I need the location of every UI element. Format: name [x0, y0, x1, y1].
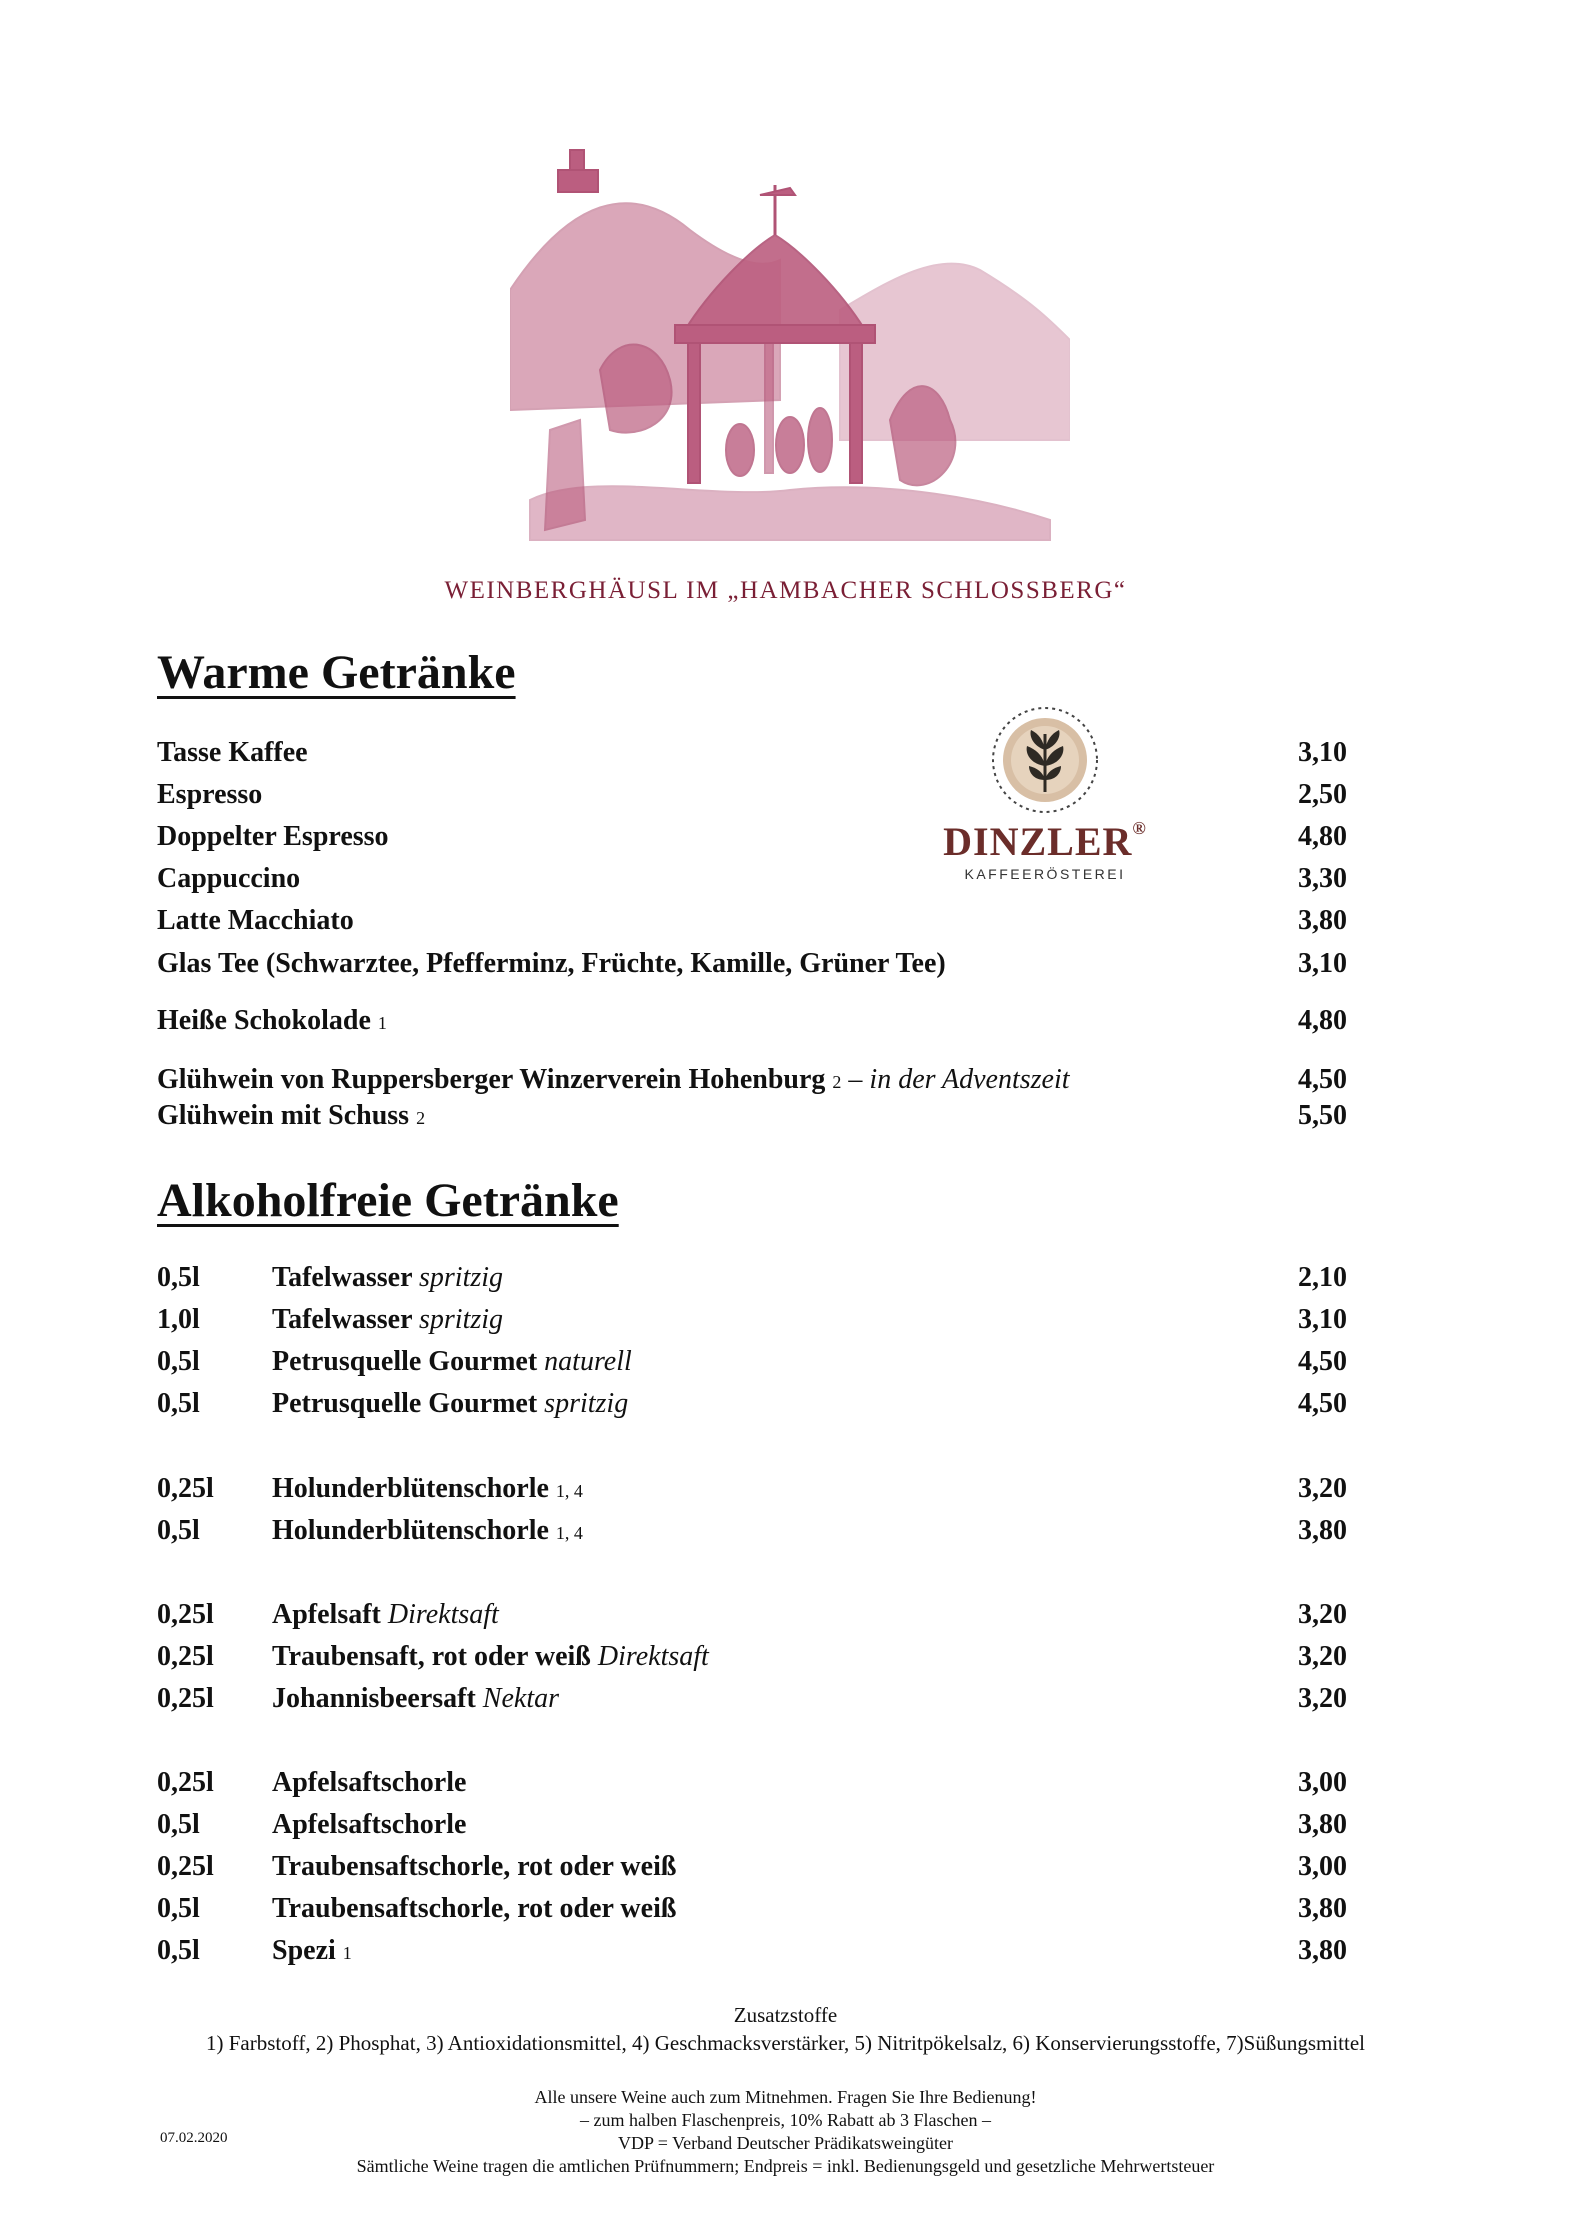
- additive-reference: 1, 4: [555, 1481, 583, 1501]
- item-price: 3,20: [1298, 1683, 1347, 1714]
- item-description: naturell: [544, 1346, 632, 1377]
- menu-item: [157, 1641, 1347, 1681]
- item-line: [272, 1683, 559, 1715]
- item-price: 3,10: [1298, 737, 1347, 768]
- item-price: 4,50: [1298, 1064, 1347, 1095]
- item-name: Tafelwasser: [272, 1262, 412, 1293]
- item-name: Holunderblütenschorle: [272, 1515, 549, 1546]
- item-price: 3,10: [1298, 1304, 1347, 1335]
- item-line: [157, 1064, 1070, 1096]
- item-description: spritzig: [419, 1304, 504, 1335]
- item-line: [157, 948, 946, 980]
- item-line: [272, 1935, 352, 1967]
- item-name: Traubensaftschorle, rot oder weiß: [272, 1893, 677, 1924]
- item-name: Petrusquelle Gourmet: [272, 1388, 538, 1419]
- item-name: Tasse Kaffee: [157, 737, 308, 768]
- item-line: [157, 737, 308, 769]
- item-name: Glühwein mit Schuss: [157, 1100, 410, 1131]
- menu-item: [157, 1893, 1347, 1933]
- menu-item: [157, 1304, 1347, 1344]
- menu-item: [157, 1935, 1347, 1975]
- item-line: [272, 1809, 466, 1841]
- menu-item: [157, 1064, 1347, 1104]
- item-price: 3,00: [1298, 1851, 1347, 1882]
- item-price: 3,00: [1298, 1767, 1347, 1798]
- item-line: [157, 905, 354, 937]
- menu-item: [157, 1767, 1347, 1807]
- item-line: [157, 1005, 387, 1037]
- item-description: Direktsaft: [387, 1599, 499, 1630]
- item-price: 4,50: [1298, 1388, 1347, 1419]
- menu-item: [157, 1851, 1347, 1891]
- item-line: [157, 821, 389, 853]
- item-volume: 0,25l: [157, 1473, 214, 1504]
- item-line: [157, 1100, 425, 1132]
- vdp-note: VDP = Verband Deutscher Prädikatsweingüter: [617, 2133, 954, 2153]
- menu-item: [157, 737, 1347, 777]
- item-line: [272, 1893, 676, 1925]
- item-volume: 0,5l: [157, 1935, 200, 1966]
- item-name: Glühwein von Ruppersberger Winzerverein Hohenburg: [157, 1064, 826, 1095]
- menu-item: [157, 1809, 1347, 1849]
- menu-item: [157, 1683, 1347, 1723]
- additive-reference: 2: [832, 1072, 842, 1092]
- additive-reference: 1: [342, 1943, 352, 1963]
- item-name: Petrusquelle Gourmet: [272, 1346, 538, 1377]
- menu-item: [157, 1005, 1347, 1045]
- item-price: 3,10: [1298, 948, 1347, 979]
- item-line: [272, 1304, 503, 1336]
- item-price: 5,50: [1298, 1100, 1347, 1131]
- item-line: [272, 1515, 583, 1547]
- logo-subtitle: KAFFEERÖSTEREI: [964, 866, 1126, 882]
- menu-item: [157, 863, 1347, 903]
- menu-item: [157, 821, 1347, 861]
- item-name: Holunderblütenschorle: [272, 1473, 549, 1504]
- item-name: Johannisbeersaft: [272, 1683, 476, 1714]
- item-price: 3,20: [1298, 1473, 1347, 1504]
- item-description: Direktsaft: [597, 1641, 709, 1672]
- item-description: spritzig: [419, 1262, 504, 1293]
- menu-item: [157, 1100, 1347, 1140]
- item-line: [272, 1767, 466, 1799]
- item-price: 4,50: [1298, 1346, 1347, 1377]
- menu-item: [157, 1599, 1347, 1639]
- item-line: [272, 1346, 632, 1378]
- item-price: 2,10: [1298, 1262, 1347, 1293]
- menu-item: [157, 1515, 1347, 1555]
- item-line: [272, 1599, 499, 1631]
- item-line: [272, 1262, 503, 1294]
- item-price: 2,50: [1298, 779, 1347, 810]
- item-price: 3,80: [1298, 1809, 1347, 1840]
- item-price: 4,80: [1298, 821, 1347, 852]
- item-name: Apfelsaft: [272, 1599, 381, 1630]
- item-price: 4,80: [1298, 1005, 1347, 1036]
- item-name: Apfelsaftschorle: [272, 1809, 467, 1840]
- item-volume: 0,5l: [157, 1388, 200, 1419]
- item-price: 3,80: [1298, 905, 1347, 936]
- item-name: Apfelsaftschorle: [272, 1767, 467, 1798]
- menu-item: [157, 779, 1347, 819]
- menu-item: [157, 1262, 1347, 1302]
- price-note: Sämtliche Weine tragen die amtlichen Prüfnummern; Endpreis = inkl. Bedienungsgeld und gesetzliche Mehrwertsteuer: [356, 2156, 1215, 2176]
- section-title-soft-drinks: Alkoholfreie Getränke: [157, 1174, 619, 1227]
- item-volume: 0,25l: [157, 1683, 214, 1714]
- item-price: 3,80: [1298, 1893, 1347, 1924]
- item-name: Traubensaftschorle, rot oder weiß: [272, 1851, 677, 1882]
- item-line: [272, 1388, 628, 1420]
- wine-takeaway-note: Alle unsere Weine auch zum Mitnehmen. Fragen Sie Ihre Bedienung!: [534, 2087, 1037, 2107]
- restaurant-tagline: WEINBERGHÄUSL IM „HAMBACHER SCHLOSSBERG“: [444, 577, 1127, 604]
- item-description: Nektar: [482, 1683, 560, 1714]
- menu-item: [157, 1346, 1347, 1386]
- logo-brand-name: DINZLER®: [943, 818, 1147, 864]
- item-name: Glas Tee (Schwarztee, Pfefferminz, Früchte, Kamille, Grüner Tee): [157, 948, 946, 979]
- additives-list: 1) Farbstoff, 2) Phosphat, 3) Antioxidationsmittel, 4) Geschmacksverstärker, 5) Nitritpökelsalz, 6) Konservierungsstoffe, 7)Süßungsmittel: [205, 2031, 1366, 2055]
- additive-reference: 1: [377, 1013, 387, 1033]
- item-volume: 1,0l: [157, 1304, 200, 1335]
- additive-reference: 2: [416, 1108, 426, 1128]
- item-name: Cappuccino: [157, 863, 301, 894]
- item-price: 3,20: [1298, 1641, 1347, 1672]
- item-name: Spezi: [272, 1935, 336, 1966]
- item-line: [157, 863, 300, 895]
- print-date: 07.02.2020: [160, 2130, 228, 2146]
- additive-reference: 1, 4: [555, 1523, 583, 1543]
- item-volume: 0,25l: [157, 1851, 214, 1882]
- item-price: 3,80: [1298, 1515, 1347, 1546]
- menu-item: [157, 1388, 1347, 1428]
- item-volume: 0,5l: [157, 1893, 200, 1924]
- menu-item: [157, 948, 1347, 988]
- item-line: [157, 779, 262, 811]
- item-name: Doppelter Espresso: [157, 821, 389, 852]
- item-name: Traubensaft, rot oder weiß: [272, 1641, 591, 1672]
- pavilion-illustration: [510, 140, 1070, 550]
- section-title-warm-drinks: Warme Getränke: [157, 646, 516, 699]
- item-volume: 0,5l: [157, 1262, 200, 1293]
- item-price: 3,80: [1298, 1935, 1347, 1966]
- item-price: 3,20: [1298, 1599, 1347, 1630]
- item-price: 3,30: [1298, 863, 1347, 894]
- additives-title: Zusatzstoffe: [733, 2003, 838, 2027]
- item-note: – in der Adventszeit: [841, 1064, 1070, 1095]
- item-description: spritzig: [544, 1388, 629, 1419]
- item-volume: 0,25l: [157, 1767, 214, 1798]
- item-name: Espresso: [157, 779, 263, 810]
- item-name: Tafelwasser: [272, 1304, 412, 1335]
- item-volume: 0,5l: [157, 1346, 200, 1377]
- bottle-discount-note: – zum halben Flaschenpreis, 10% Rabatt ab 3 Flaschen –: [580, 2110, 991, 2130]
- item-name: Heiße Schokolade: [157, 1005, 371, 1036]
- item-volume: 0,5l: [157, 1809, 200, 1840]
- item-volume: 0,25l: [157, 1641, 214, 1672]
- item-line: [272, 1473, 583, 1505]
- item-volume: 0,25l: [157, 1599, 214, 1630]
- item-line: [272, 1641, 709, 1673]
- menu-item: [157, 1473, 1347, 1513]
- item-volume: 0,5l: [157, 1515, 200, 1546]
- menu-item: [157, 905, 1347, 945]
- item-line: [272, 1851, 676, 1883]
- item-name: Latte Macchiato: [157, 905, 354, 936]
